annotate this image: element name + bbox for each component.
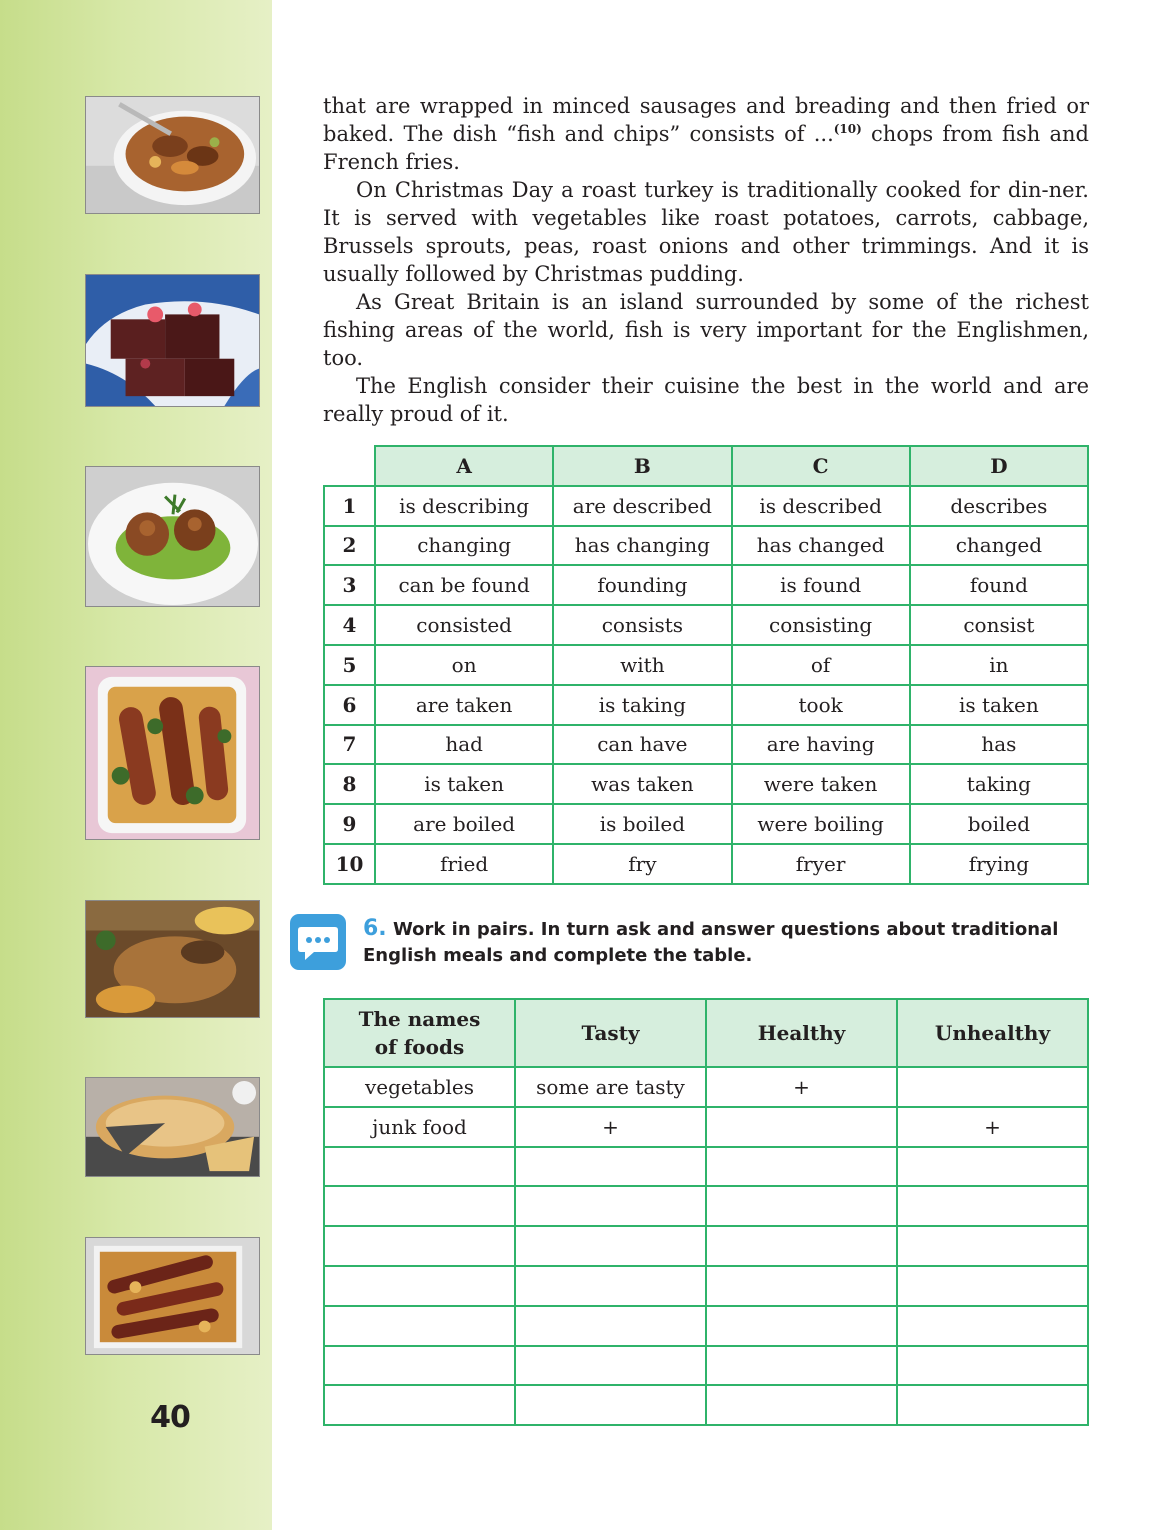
option-c: are having xyxy=(732,725,910,765)
choice-row xyxy=(324,605,1088,645)
option-b: consists xyxy=(553,605,731,645)
food-name-cell[interactable] xyxy=(324,1147,515,1187)
option-a: had xyxy=(375,725,553,765)
option-d: frying xyxy=(910,844,1088,884)
healthy-cell[interactable] xyxy=(706,1226,897,1266)
option-c: took xyxy=(732,685,910,725)
speech-bubble-icon xyxy=(290,914,346,970)
unhealthy-cell[interactable] xyxy=(897,1266,1088,1306)
food-name-cell[interactable]: vegetables xyxy=(324,1067,515,1107)
option-d: is taken xyxy=(910,685,1088,725)
option-a: fried xyxy=(375,844,553,884)
food-name-cell[interactable]: junk food xyxy=(324,1107,515,1147)
unhealthy-cell[interactable] xyxy=(897,1186,1088,1226)
option-a: are taken xyxy=(375,685,553,725)
row-number: 6 xyxy=(324,685,375,725)
header-corner xyxy=(324,446,375,486)
photo-meatballs-plate xyxy=(85,466,260,607)
choice-row xyxy=(324,804,1088,844)
row-number: 1 xyxy=(324,486,375,526)
foods-row xyxy=(324,1226,1088,1266)
tasty-cell[interactable] xyxy=(515,1226,706,1266)
healthy-cell[interactable] xyxy=(706,1186,897,1226)
choice-table xyxy=(323,445,1089,885)
foods-row xyxy=(324,1147,1088,1187)
option-d: taking xyxy=(910,764,1088,804)
choice-row xyxy=(324,526,1088,566)
option-d: has xyxy=(910,725,1088,765)
task-instruction xyxy=(363,916,1089,969)
foods-row xyxy=(324,1385,1088,1425)
option-c: is found xyxy=(732,565,910,605)
choice-row xyxy=(324,645,1088,685)
row-number: 2 xyxy=(324,526,375,566)
option-d: consist xyxy=(910,605,1088,645)
option-a: is describing xyxy=(375,486,553,526)
tasty-cell[interactable] xyxy=(515,1186,706,1226)
option-a: consisted xyxy=(375,605,553,645)
option-a: on xyxy=(375,645,553,685)
task-6 xyxy=(290,912,1090,972)
tasty-cell[interactable] xyxy=(515,1266,706,1306)
option-a: changing xyxy=(375,526,553,566)
unhealthy-cell[interactable] xyxy=(897,1346,1088,1386)
foods-row xyxy=(324,1346,1088,1386)
option-c: has changed xyxy=(732,526,910,566)
unhealthy-cell[interactable] xyxy=(897,1067,1088,1107)
option-b: is boiled xyxy=(553,804,731,844)
unhealthy-cell[interactable] xyxy=(897,1385,1088,1425)
healthy-cell[interactable] xyxy=(706,1266,897,1306)
choice-row xyxy=(324,725,1088,765)
food-name-cell[interactable] xyxy=(324,1226,515,1266)
food-name-cell[interactable] xyxy=(324,1306,515,1346)
header-healthy: Healthy xyxy=(706,999,897,1067)
healthy-cell[interactable] xyxy=(706,1306,897,1346)
unhealthy-cell[interactable] xyxy=(897,1147,1088,1187)
option-c: is described xyxy=(732,486,910,526)
option-c: were boiling xyxy=(732,804,910,844)
option-b: founding xyxy=(553,565,731,605)
row-number: 9 xyxy=(324,804,375,844)
choice-row xyxy=(324,844,1088,884)
healthy-cell[interactable] xyxy=(706,1346,897,1386)
choice-row xyxy=(324,685,1088,725)
paragraph-4: The English consider their cuisine the best in the world and are really proud of it. xyxy=(323,374,1089,426)
option-d: in xyxy=(910,645,1088,685)
header-d: D xyxy=(910,446,1088,486)
photo-tart xyxy=(85,1077,260,1177)
option-b: can have xyxy=(553,725,731,765)
option-b: has changing xyxy=(553,526,731,566)
header-a: A xyxy=(375,446,553,486)
unhealthy-cell[interactable] xyxy=(897,1306,1088,1346)
option-b: with xyxy=(553,645,731,685)
option-b: is taking xyxy=(553,685,731,725)
task-number: 6. xyxy=(363,916,387,941)
task-instruction-text: Work in pairs. In turn ask and answer questions about traditional English meals and complete the table. xyxy=(363,919,1059,966)
healthy-cell[interactable]: + xyxy=(706,1067,897,1107)
row-number: 10 xyxy=(324,844,375,884)
header-names-of-foods: The names of foods xyxy=(324,999,515,1067)
tasty-cell[interactable] xyxy=(515,1385,706,1425)
option-a: are boiled xyxy=(375,804,553,844)
choice-row xyxy=(324,565,1088,605)
photo-sausage-bake xyxy=(85,1237,260,1355)
choice-row xyxy=(324,486,1088,526)
foods-table xyxy=(323,998,1089,1426)
healthy-cell[interactable] xyxy=(706,1107,897,1147)
option-d: describes xyxy=(910,486,1088,526)
option-c: consisting xyxy=(732,605,910,645)
option-a: can be found xyxy=(375,565,553,605)
row-number: 3 xyxy=(324,565,375,605)
paragraph-1: that are wrapped in minced sausages and breading and then fried or baked. The dish “fish and chips” consists of ...$^{(10)}$ chops from fish and French fries. xyxy=(323,94,1089,174)
photo-haggis xyxy=(85,900,260,1018)
food-name-cell[interactable] xyxy=(324,1346,515,1386)
paragraph-2: On Christmas Day a roast turkey is traditionally cooked for din-ner. It is served with vegetables like roast potatoes, carrots, cabbage, Brussels sprouts, peas, roast onions and other trimmings. And it is usually followed by Christmas pudding. xyxy=(323,178,1089,286)
tasty-cell[interactable] xyxy=(515,1346,706,1386)
option-d: boiled xyxy=(910,804,1088,844)
healthy-cell[interactable] xyxy=(706,1385,897,1425)
unhealthy-cell[interactable]: + xyxy=(897,1107,1088,1147)
healthy-cell[interactable] xyxy=(706,1147,897,1187)
row-number: 5 xyxy=(324,645,375,685)
foods-row xyxy=(324,1266,1088,1306)
choice-row xyxy=(324,764,1088,804)
row-number: 7 xyxy=(324,725,375,765)
option-d: changed xyxy=(910,526,1088,566)
reading-text xyxy=(323,92,1089,428)
header-tasty: Tasty xyxy=(515,999,706,1067)
option-a: is taken xyxy=(375,764,553,804)
row-number: 4 xyxy=(324,605,375,645)
header-b: B xyxy=(553,446,731,486)
row-number: 8 xyxy=(324,764,375,804)
option-b: are described xyxy=(553,486,731,526)
photo-toad-in-the-hole-dish xyxy=(85,666,260,840)
food-name-cell[interactable] xyxy=(324,1186,515,1226)
option-c: of xyxy=(732,645,910,685)
option-b: fry xyxy=(553,844,731,884)
foods-row xyxy=(324,1306,1088,1346)
foods-row xyxy=(324,1186,1088,1226)
paragraph-3: As Great Britain is an island surrounded by some of the richest fishing areas of the world, fish is very important for the Englishmen, too. xyxy=(323,290,1089,370)
tasty-cell[interactable] xyxy=(515,1147,706,1187)
foods-row xyxy=(324,1107,1088,1147)
food-name-cell[interactable] xyxy=(324,1385,515,1425)
option-b: was taken xyxy=(553,764,731,804)
tasty-cell[interactable]: some are tasty xyxy=(515,1067,706,1107)
foods-row xyxy=(324,1067,1088,1107)
photo-brownies xyxy=(85,274,260,407)
food-name-cell[interactable] xyxy=(324,1266,515,1306)
page-number: 40 xyxy=(150,1400,190,1435)
choice-header-row xyxy=(324,446,1088,486)
gap-number: (10) xyxy=(833,122,862,136)
unhealthy-cell[interactable] xyxy=(897,1226,1088,1266)
header-unhealthy: Unhealthy xyxy=(897,999,1088,1067)
header-c: C xyxy=(732,446,910,486)
tasty-cell[interactable]: + xyxy=(515,1107,706,1147)
option-c: fryer xyxy=(732,844,910,884)
foods-header-row xyxy=(324,999,1088,1067)
photo-stew-bowl xyxy=(85,96,260,214)
tasty-cell[interactable] xyxy=(515,1306,706,1346)
option-d: found xyxy=(910,565,1088,605)
option-c: were taken xyxy=(732,764,910,804)
